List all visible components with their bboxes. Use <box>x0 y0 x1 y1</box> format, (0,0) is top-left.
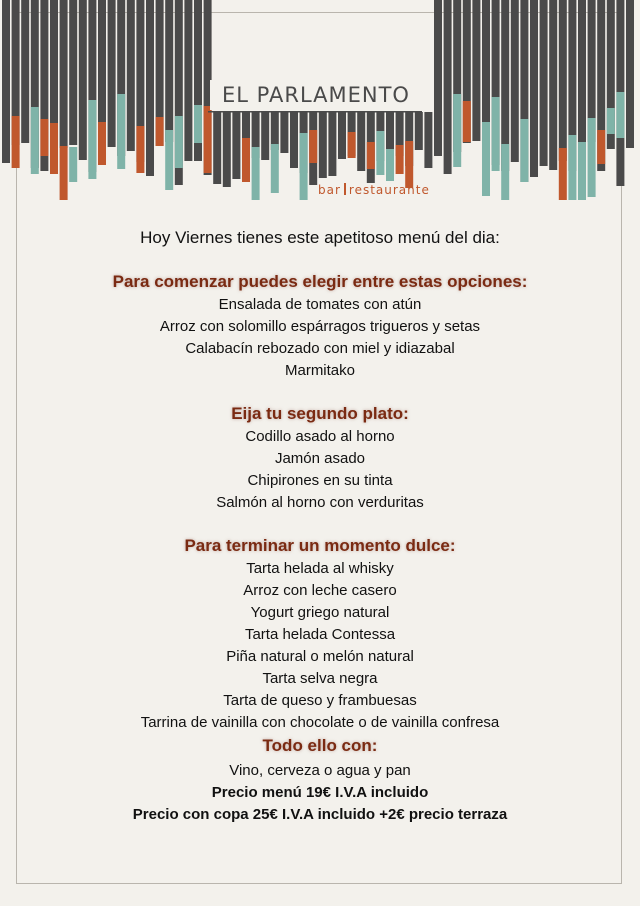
barcode-accent <box>616 92 624 138</box>
barcode-bar <box>108 0 116 147</box>
barcode-accent <box>12 116 20 168</box>
barcode-accent <box>568 135 576 200</box>
barcode-bar <box>578 0 586 164</box>
drinks-line: Vino, cerveza o agua y pan <box>229 762 411 779</box>
barcode-accent <box>88 100 96 179</box>
barcode-bar <box>319 112 327 178</box>
list-item: Arroz con leche casero <box>243 582 397 599</box>
barcode-bar <box>472 0 480 141</box>
list-item: Tarta helada Contessa <box>244 626 396 643</box>
barcode-bar <box>184 0 192 161</box>
section-title-dessert: Para terminar un momento dulce: <box>184 536 456 555</box>
barcode-accent <box>482 122 490 196</box>
barcode-accent <box>252 147 260 200</box>
barcode-accent <box>396 145 404 174</box>
list-item: Codillo asado al horno <box>245 428 395 445</box>
barcode-bar <box>328 112 336 176</box>
barcode-accent <box>40 119 48 156</box>
barcode-bar <box>69 0 77 145</box>
list-item: Ensalada de tomates con atún <box>218 296 422 313</box>
barcode-bar <box>165 0 173 142</box>
barcode-accent <box>376 131 384 175</box>
list-item: Tarta helada al whisky <box>246 560 394 577</box>
list-item: Tarta selva negra <box>262 670 378 687</box>
barcode-accent <box>559 148 567 200</box>
barcode-accent <box>386 149 394 181</box>
barcode-accent <box>309 130 317 163</box>
menu-intro: Hoy Viernes tienes este apetitoso menú del dia: <box>140 228 500 247</box>
barcode-accent <box>204 106 212 173</box>
barcode-bar <box>434 0 442 156</box>
barcode-bar <box>280 112 288 153</box>
list-item: Chipirones en su tinta <box>247 472 393 489</box>
barcode-accent <box>405 141 413 188</box>
barcode-accent <box>136 126 144 173</box>
list-item: Jamón asado <box>274 450 366 467</box>
logo-subtitle-bar: bar <box>318 183 341 197</box>
barcode-bar <box>549 0 557 170</box>
barcode-accent <box>156 117 164 146</box>
barcode-accent <box>271 144 279 193</box>
barcode-bar <box>424 112 432 168</box>
logo-underline <box>208 111 422 113</box>
barcode-accent <box>50 123 58 174</box>
section-title-main: Eija tu segundo plato: <box>231 404 409 423</box>
menu-content <box>0 226 640 826</box>
logo-divider <box>344 183 346 195</box>
barcode-accent <box>501 144 509 200</box>
list-item: Salmón al horno con verduritas <box>216 494 424 511</box>
barcode-accent <box>98 122 106 165</box>
barcode-bar <box>146 0 154 176</box>
barcode-bar <box>60 0 68 148</box>
barcode-bar <box>626 0 634 148</box>
list-item: Calabacín rebozado con miel y idiazabal <box>185 340 455 357</box>
barcode-accent <box>60 146 68 200</box>
barcode-bar <box>127 0 135 151</box>
barcode-accent <box>520 119 528 182</box>
section-title-closing: Todo ello con: <box>262 736 378 755</box>
barcode-accent <box>165 130 173 190</box>
logo-subtitle <box>318 183 430 197</box>
barcode-accent <box>588 118 596 197</box>
barcode-bar <box>213 112 221 184</box>
barcode-accent <box>607 108 615 134</box>
barcode-accent <box>31 107 39 174</box>
barcode-bar <box>357 112 365 171</box>
list-item: Tarrina de vainilla con chocolate o de vainilla confresa <box>140 714 500 731</box>
barcode-bar <box>21 0 29 143</box>
list-item: Arroz con solomillo espárragos trigueros y setas <box>159 318 481 335</box>
barcode-accent <box>578 142 586 200</box>
starters-list <box>0 294 640 382</box>
list-item: Tarta de queso y frambuesas <box>223 692 417 709</box>
barcode-bar <box>444 0 452 174</box>
price-with-glass: Precio con copa 25€ I.V.A incluido +2€ precio terraza <box>132 806 508 823</box>
logo-title: EL PARLAMENTO <box>210 80 422 110</box>
barcode-accent <box>117 94 125 169</box>
barcode-bar <box>559 0 567 161</box>
header-logo <box>0 0 640 205</box>
barcode-accent <box>453 94 461 167</box>
barcode-accent <box>242 138 250 182</box>
list-item: Marmitako <box>284 362 355 379</box>
price-menu: Precio menú 19€ I.V.A incluido <box>211 784 429 801</box>
barcode-bar <box>530 0 538 177</box>
barcode-bar <box>290 112 298 168</box>
list-item: Yogurt griego natural <box>250 604 390 621</box>
barcode-accent <box>175 116 183 168</box>
barcode-accent <box>492 97 500 171</box>
main-list <box>0 426 640 514</box>
barcode-bar <box>261 112 269 160</box>
barcode-accent <box>348 132 356 158</box>
barcode-accent <box>597 130 605 164</box>
section-title-starters: Para comenzar puedes elegir entre estas opciones: <box>112 272 528 291</box>
barcode-bar <box>2 0 10 163</box>
logo-subtitle-restaurante: restaurante <box>348 183 430 197</box>
barcode-accent <box>463 101 471 142</box>
barcode-accent <box>69 147 77 182</box>
barcode-accent <box>194 105 202 143</box>
barcode-bar <box>338 112 346 159</box>
list-item: Piña natural o melón natural <box>226 648 414 665</box>
barcode-bar <box>79 0 87 160</box>
barcode-bar <box>415 112 423 150</box>
barcode-accent <box>300 133 308 200</box>
barcode-bar <box>223 112 231 187</box>
dessert-list <box>0 558 640 734</box>
barcode-bar <box>232 112 240 179</box>
barcode-accent <box>367 142 375 169</box>
barcode-bar <box>511 0 519 162</box>
barcode-bar <box>540 0 548 166</box>
